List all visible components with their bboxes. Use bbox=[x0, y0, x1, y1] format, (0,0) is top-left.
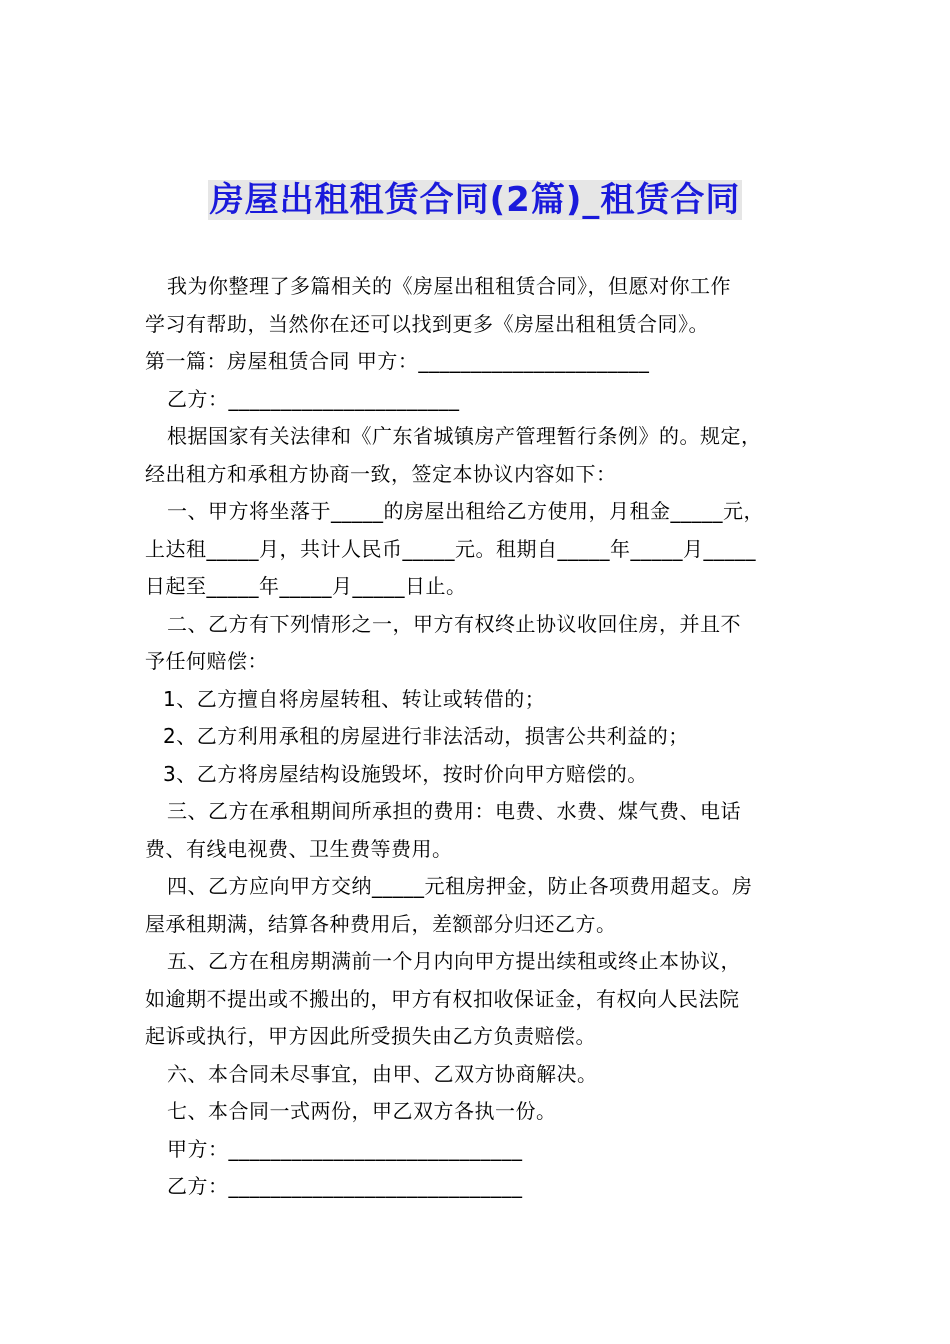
clause-2-item-3: 3、乙方将房屋结构设施毁坏，按时价向甲方赔偿的。 bbox=[163, 761, 648, 786]
clause-5-line-3: 起诉或执行，甲方因此所受损失由乙方负责赔偿。 bbox=[145, 1024, 596, 1048]
clause-4-line-2: 屋承租期满，结算各种费用后，差额部分归还乙方。 bbox=[145, 911, 617, 936]
signature-party-b: 乙方：____________________________ bbox=[167, 1174, 523, 1198]
clause-2-item-2: 2、乙方利用承租的房屋进行非法活动，损害公共利益的； bbox=[163, 724, 689, 748]
clause-1-line-1: 一、甲方将坐落于_____的房屋出租给乙方使用，月租金_____元， bbox=[167, 499, 764, 523]
party-b-line: 乙方：______________________ bbox=[167, 386, 460, 411]
part-one-heading: 第一篇：房屋租赁合同 甲方：______________________ bbox=[145, 349, 650, 373]
clause-7-line: 七、本合同一式两份，甲乙双方各执一份。 bbox=[167, 1099, 557, 1123]
clause-1-line-3: 日起至_____年_____月_____日止。 bbox=[145, 574, 467, 598]
intro-line-1: 我为你整理了多篇相关的《房屋出租租赁合同》，但愿对你工作 bbox=[167, 274, 731, 298]
clause-3-line-2: 费、有线电视费、卫生费等费用。 bbox=[145, 836, 453, 861]
signature-party-a: 甲方：____________________________ bbox=[167, 1136, 523, 1161]
clause-2-item-1: 1、乙方擅自将房屋转租、转让或转借的； bbox=[163, 686, 546, 711]
document-title bbox=[0, 176, 950, 224]
clause-3-line-1: 三、乙方在承租期间所承担的费用：电费、水费、煤气费、电话 bbox=[167, 799, 741, 823]
clause-5-line-2: 如逾期不提出或不搬出的，甲方有权扣收保证金，有权向人民法院 bbox=[145, 986, 740, 1011]
clause-2-line-2: 予任何赔偿： bbox=[145, 649, 268, 673]
document-title-text: 房屋出租租赁合同(2篇)_租赁合同 bbox=[209, 180, 741, 220]
clause-4-line-1: 四、乙方应向甲方交纳_____元租房押金，防止各项费用超支。房 bbox=[167, 874, 753, 898]
clause-2-line-1: 二、乙方有下列情形之一，甲方有权终止协议收回住房，并且不 bbox=[167, 611, 741, 636]
clause-1-line-2: 上达租_____月，共计人民币_____元。租期自_____年_____月_____ bbox=[145, 536, 756, 561]
clause-6-line: 六、本合同未尽事宜，由甲、乙双方协商解决。 bbox=[167, 1061, 598, 1086]
clause-5-line-1: 五、乙方在租房期满前一个月内向甲方提出续租或终止本协议， bbox=[167, 949, 741, 973]
document-body bbox=[145, 268, 830, 1206]
intro-line-2: 学习有帮助，当然你在还可以找到更多《房屋出租租赁合同》。 bbox=[145, 311, 709, 336]
preamble-line-1: 根据国家有关法律和《广东省城镇房产管理暂行条例》的。规定， bbox=[167, 424, 762, 448]
preamble-line-2: 经出租方和承租方协商一致，签定本协议内容如下： bbox=[145, 461, 617, 486]
